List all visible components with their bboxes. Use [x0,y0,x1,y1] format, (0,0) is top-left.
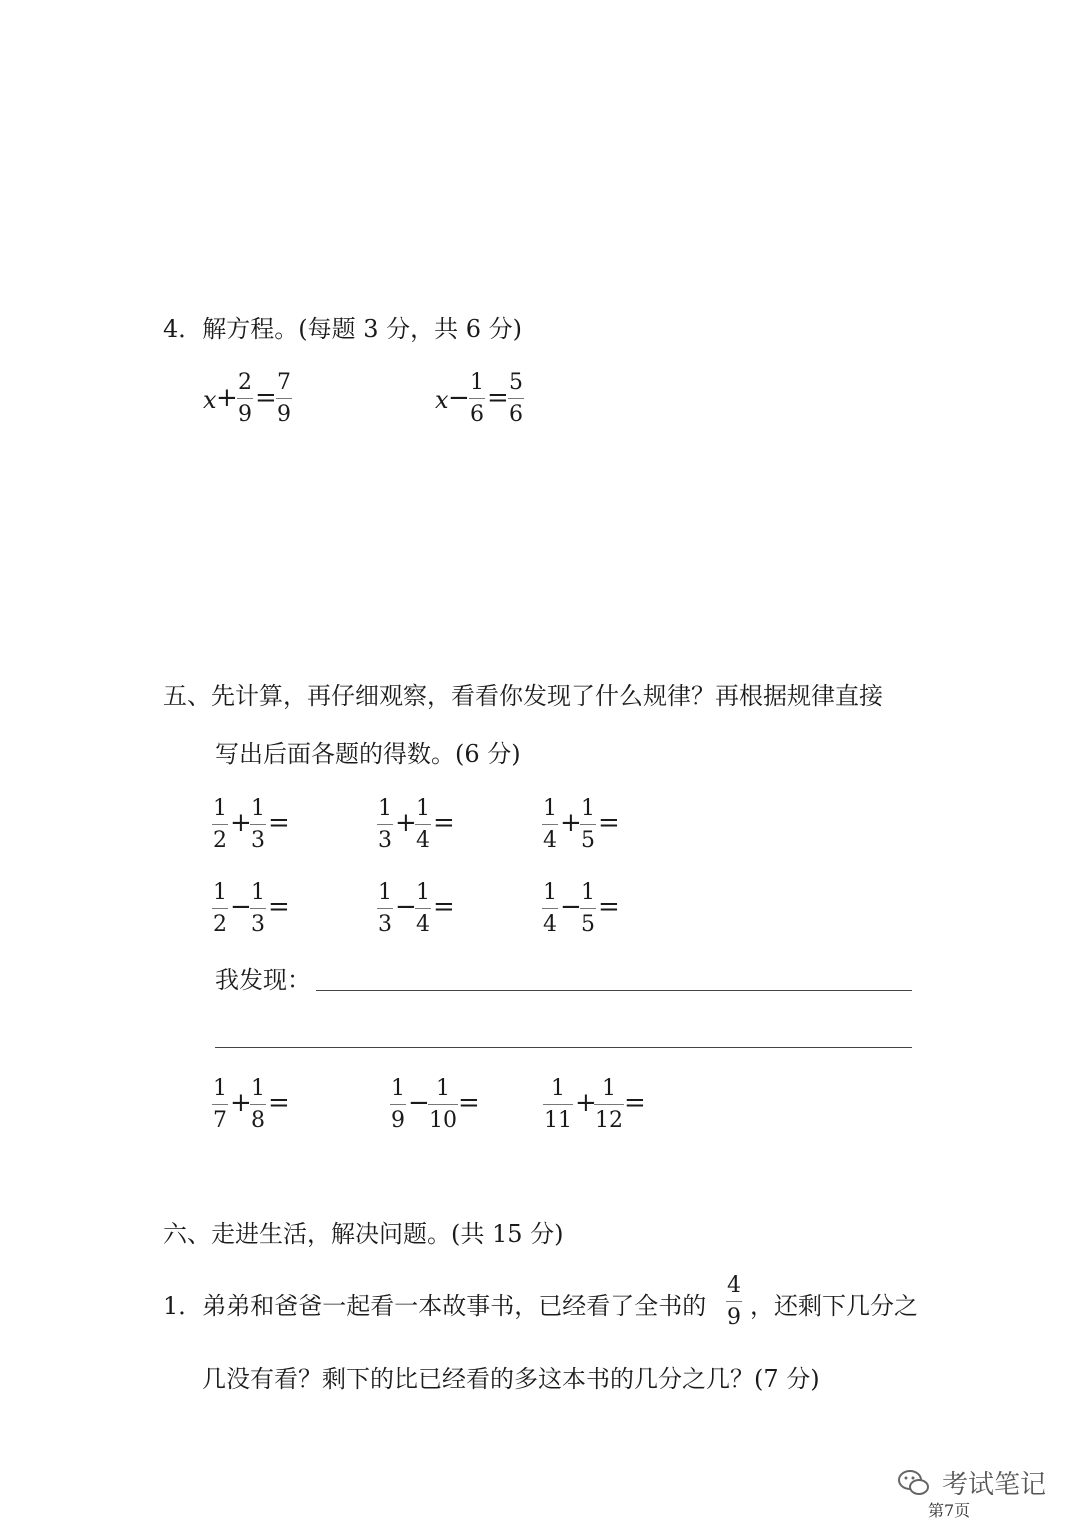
answer-line-1[interactable] [316,990,912,991]
numerator: 1 [378,880,392,905]
discover-label: 我发现： [215,966,311,994]
equals-sign: = [433,892,455,922]
numerator: 4 [727,1273,741,1298]
denominator: 4 [415,824,431,854]
operator: + [395,808,417,838]
fraction [594,1076,624,1134]
fraction [415,796,431,854]
fraction [276,370,292,428]
denominator: 9 [726,1301,742,1331]
numerator: 1 [391,1076,405,1101]
numerator: 1 [213,880,227,905]
page-number: 第7页 [928,1501,971,1520]
numerator: 1 [251,796,265,821]
fraction [543,1076,573,1134]
numerator: 1 [543,796,557,821]
denominator: 5 [580,908,596,938]
section-5-heading-continued: 写出后面各题的得数。(6 分) [215,740,521,768]
operator: − [395,892,417,922]
operator: + [575,1088,597,1118]
operator: − [408,1088,430,1118]
denominator: 3 [250,908,266,938]
denominator: 4 [415,908,431,938]
equals-sign: = [268,808,290,838]
variable-x: x [203,386,217,414]
watermark-text: 考试笔记 [942,1470,1047,1500]
numerator: 1 [543,880,557,905]
fraction [580,880,596,938]
fraction [237,370,253,428]
problem-1-text-continued: 几没有看？剩下的比已经看的多这本书的几分之几？(7 分) [202,1365,820,1393]
answer-line-2[interactable] [215,1047,912,1048]
denominator: 5 [580,824,596,854]
equals-sign: = [255,383,277,413]
operator: − [230,892,252,922]
numerator: 7 [277,370,291,395]
numerator: 1 [581,880,595,905]
numerator: 2 [238,370,252,395]
minus-operator: − [448,383,470,413]
fraction [415,880,431,938]
numerator: 1 [470,370,484,395]
denominator: 4 [542,908,558,938]
denominator: 11 [543,1104,573,1134]
denominator: 7 [212,1104,228,1134]
fraction [726,1273,742,1331]
numerator: 1 [251,1076,265,1101]
denominator: 9 [276,398,292,428]
fraction [212,1076,228,1134]
operator: + [230,808,252,838]
section-6-heading: 六、走进生活，解决问题。(共 15 分) [163,1220,564,1248]
fraction [390,1076,406,1134]
fraction [250,796,266,854]
numerator: 1 [602,1076,616,1101]
fraction [542,880,558,938]
equals-sign: = [268,892,290,922]
denominator: 6 [469,398,485,428]
numerator: 1 [213,1076,227,1101]
equals-sign: = [433,808,455,838]
numerator: 5 [509,370,523,395]
denominator: 4 [542,824,558,854]
operator: − [560,892,582,922]
numerator: 1 [416,796,430,821]
fraction [212,880,228,938]
equals-sign: = [598,808,620,838]
denominator: 2 [212,824,228,854]
equals-sign: = [458,1088,480,1118]
numerator: 1 [436,1076,450,1101]
fraction [377,796,393,854]
numerator: 1 [581,796,595,821]
denominator: 3 [377,908,393,938]
fraction [428,1076,458,1134]
denominator: 12 [594,1104,624,1134]
denominator: 6 [508,398,524,428]
wechat-icon [896,1465,932,1501]
fraction [508,370,524,428]
question-4-heading: 4．解方程。(每题 3 分，共 6 分) [163,315,523,343]
denominator: 2 [212,908,228,938]
fraction [250,880,266,938]
operator: + [560,808,582,838]
plus-operator: + [216,383,238,413]
section-5-heading: 五、先计算，再仔细观察，看看你发现了什么规律？再根据规律直接 [163,682,883,710]
equals-sign: = [268,1088,290,1118]
numerator: 1 [213,796,227,821]
fraction [542,796,558,854]
numerator: 1 [551,1076,565,1101]
fraction [250,1076,266,1134]
variable-x: x [435,386,449,414]
fraction [580,796,596,854]
denominator: 3 [377,824,393,854]
numerator: 1 [416,880,430,905]
denominator: 9 [390,1104,406,1134]
operator: + [230,1088,252,1118]
fraction [469,370,485,428]
equals-sign: = [624,1088,646,1118]
fraction [212,796,228,854]
denominator: 10 [428,1104,458,1134]
denominator: 8 [250,1104,266,1134]
problem-1-text-end: ，还剩下几分之 [750,1292,918,1320]
denominator: 3 [250,824,266,854]
numerator: 1 [378,796,392,821]
fraction [377,880,393,938]
numerator: 1 [251,880,265,905]
equals-sign: = [598,892,620,922]
problem-1-text: 1．弟弟和爸爸一起看一本故事书，已经看了全书的 [163,1292,707,1320]
denominator: 9 [237,398,253,428]
equals-sign: = [487,383,509,413]
